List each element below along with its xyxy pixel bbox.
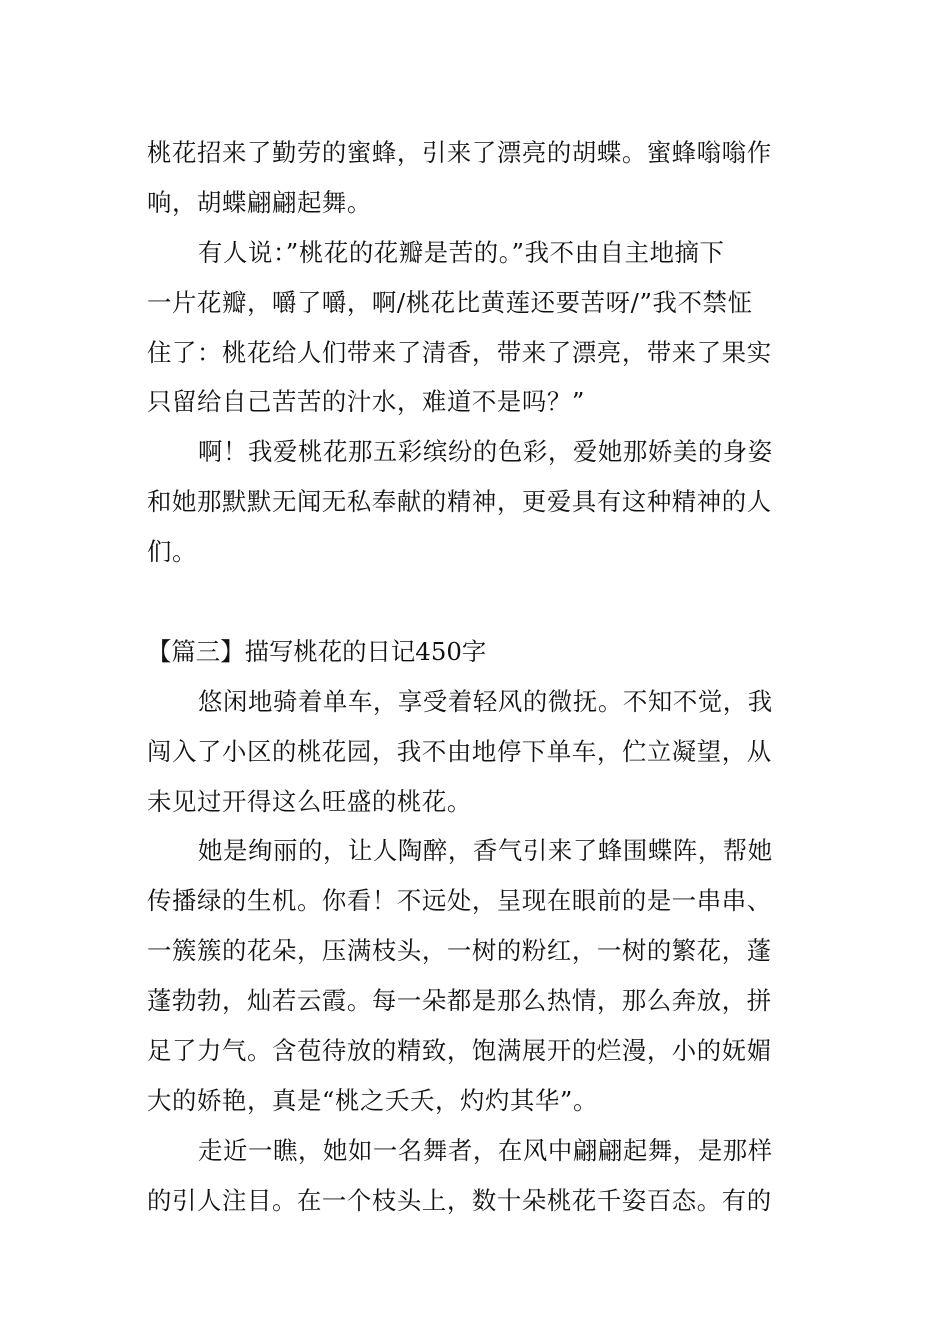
text-line: 悠闲地骑着单车，享受着轻风的微抚。不知不觉，我 — [198, 686, 773, 716]
text-line: 走近一瞧，她如一名舞者，在风中翩翩起舞，是那样 — [198, 1135, 773, 1165]
text-line: 的引人注目。在一个枝头上，数十朵桃花千姿百态。有的 — [147, 1185, 772, 1215]
text-line: 桃花招来了勤劳的蜜蜂，引来了漂亮的胡蝶。蜜蜂嗡嗡作 — [147, 138, 772, 167]
text-line: 一片花瓣，嚼了嚼，啊/桃花比黄莲还要苦呀/”我不禁怔 — [147, 287, 753, 317]
text-line: 们。 — [147, 537, 197, 567]
text-line: 闯入了小区的桃花园，我不由地停下单车，伫立凝望，从 — [147, 736, 772, 766]
text-line: 蓬勃勃，灿若云霞。每一朵都是那么热情，那么奔放，拼 — [147, 986, 772, 1016]
text-line: 响，胡蝶翩翩起舞。 — [147, 187, 372, 217]
text-line: 未见过开得这么旺盛的桃花。 — [147, 786, 472, 816]
text-line: 有人说：”桃花的花瓣是苦的。”我不由自主地摘下 — [198, 237, 725, 267]
paragraph-spacer — [147, 577, 807, 627]
text-line: 大的娇艳，真是“桃之夭夭，灼灼其华”。 — [147, 1085, 598, 1115]
text-line: 只留给自己苦苦的汁水，难道不是吗？” — [147, 387, 585, 417]
article-body — [147, 128, 807, 1226]
text-line: 一簇簇的花朵，压满枝头，一树的粉红，一树的繁花，蓬 — [147, 936, 772, 966]
text-line: 传播绿的生机。你看！不远处，呈现在眼前的是一串串、 — [147, 886, 772, 916]
text-line: 她是绚丽的，让人陶醉，香气引来了蜂围蝶阵，帮她 — [198, 836, 773, 866]
text-line: 足了力气。含苞待放的精致，饱满展开的烂漫，小的妩媚 — [147, 1036, 772, 1066]
text-line: 住了：桃花给人们带来了清香，带来了漂亮，带来了果实 — [147, 337, 772, 367]
section-heading: 【篇三】描写桃花的日记450字 — [147, 636, 487, 666]
text-line: 啊！我爱桃花那五彩缤纷的色彩，爱她那娇美的身姿 — [198, 437, 773, 467]
text-line: 和她那默默无闻无私奉献的精神，更爱具有这种精神的人 — [147, 487, 772, 517]
